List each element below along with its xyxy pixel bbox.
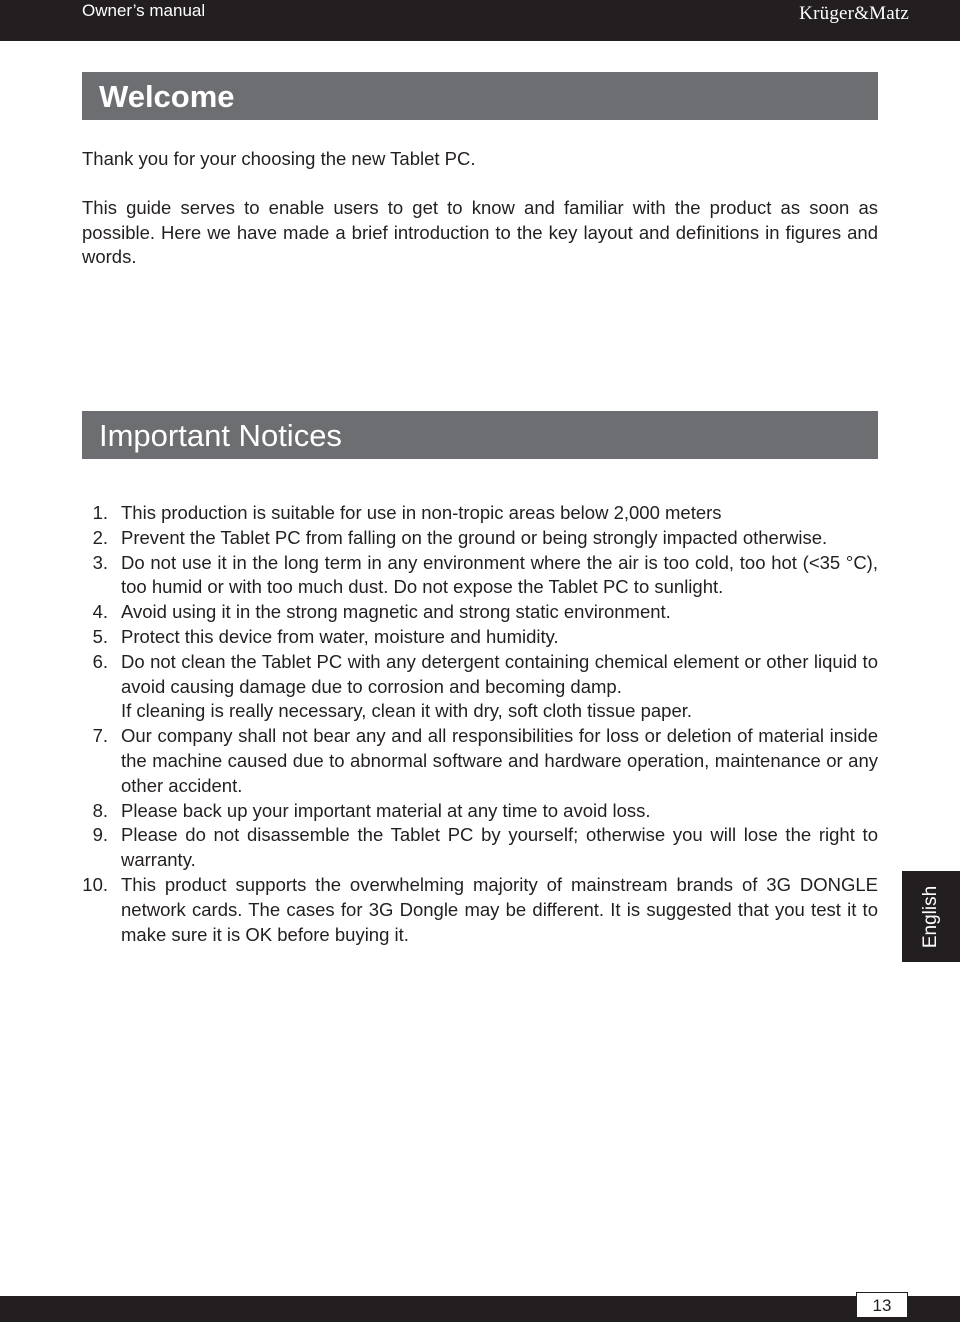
notice-number: 6. [92,650,108,672]
welcome-paragraph-2: This guide serves to enable users to get to know and familiar with the product as soon as possible. Here we have made a brief introduction to the key layout and definitions in figures and words. [82,197,878,268]
notice-text: This product supports the overwhelming majority of mainstream brands of 3G DONGLE network cards. The cases for 3G Dongle may be different. It is suggested that you test it to make sure it is OK before buying it. [121,873,878,945]
welcome-heading-bar [82,72,878,120]
notices-list [82,501,878,947]
manual-label: Owner’s manual [82,1,206,20]
language-tab [902,871,960,962]
notice-item [82,873,878,947]
notice-number: 4. [92,601,108,623]
notice-text: Please back up your important material at any time to avoid loss. [121,799,651,821]
notice-number: 7. [92,725,108,747]
welcome-title: Welcome [99,79,235,114]
notice-item [82,551,878,601]
notice-text: Do not use it in the long term in any environment where the air is too cold, too hot (<35 °C), too humid or with too much dust. Do not expose the Tablet PC to sunlight. [121,551,878,598]
notice-text: Please do not disassemble the Tablet PC by yourself; otherwise you will lose the right to warranty. [121,824,878,871]
notice-text: This production is suitable for use in non-tropic areas below 2,000 meters [121,502,722,523]
notice-item [82,724,878,798]
notice-text: Protect this device from water, moisture and humidity. [121,625,559,647]
welcome-paragraph-1: Thank you for your choosing the new Tablet PC. [82,148,476,169]
notice-number: 3. [92,551,108,573]
notice-text-continued: If cleaning is really necessary, clean it with dry, soft cloth tissue paper. [121,700,693,722]
notice-text: Do not clean the Tablet PC with any detergent containing chemical element or other liquid to avoid causing damage due to corrosion and becoming damp. [121,650,878,697]
notice-text: Avoid using it in the strong magnetic and strong static environment. [121,601,671,623]
notice-number: 1. [92,502,108,523]
header-bar [0,0,960,41]
language-tab-label: English [920,885,941,948]
notice-number: 10. [82,873,108,895]
notice-item [82,600,878,625]
notice-text: Prevent the Tablet PC from falling on the ground or being strongly impacted otherwise. [121,526,828,548]
notice-item [82,823,878,873]
footer-bar [0,1296,960,1322]
notice-number: 5. [92,625,108,647]
notices-heading-bar [82,411,878,459]
notice-item [82,650,878,724]
notice-item [82,625,878,650]
notice-number: 2. [92,526,108,548]
notices-title: Important Notices [99,418,342,453]
notice-number: 8. [92,799,108,821]
notice-item [82,799,878,824]
notice-text: Our company shall not bear any and all responsibilities for loss or deletion of material inside the machine caused due to abnormal software and hardware operation, maintenance or any other accident. [121,725,878,796]
notice-item [82,501,878,526]
notice-item [82,526,878,551]
notice-number: 9. [92,824,108,846]
brand-logo: Krüger&Matz [799,3,909,24]
page-number: 13 [856,1292,908,1318]
